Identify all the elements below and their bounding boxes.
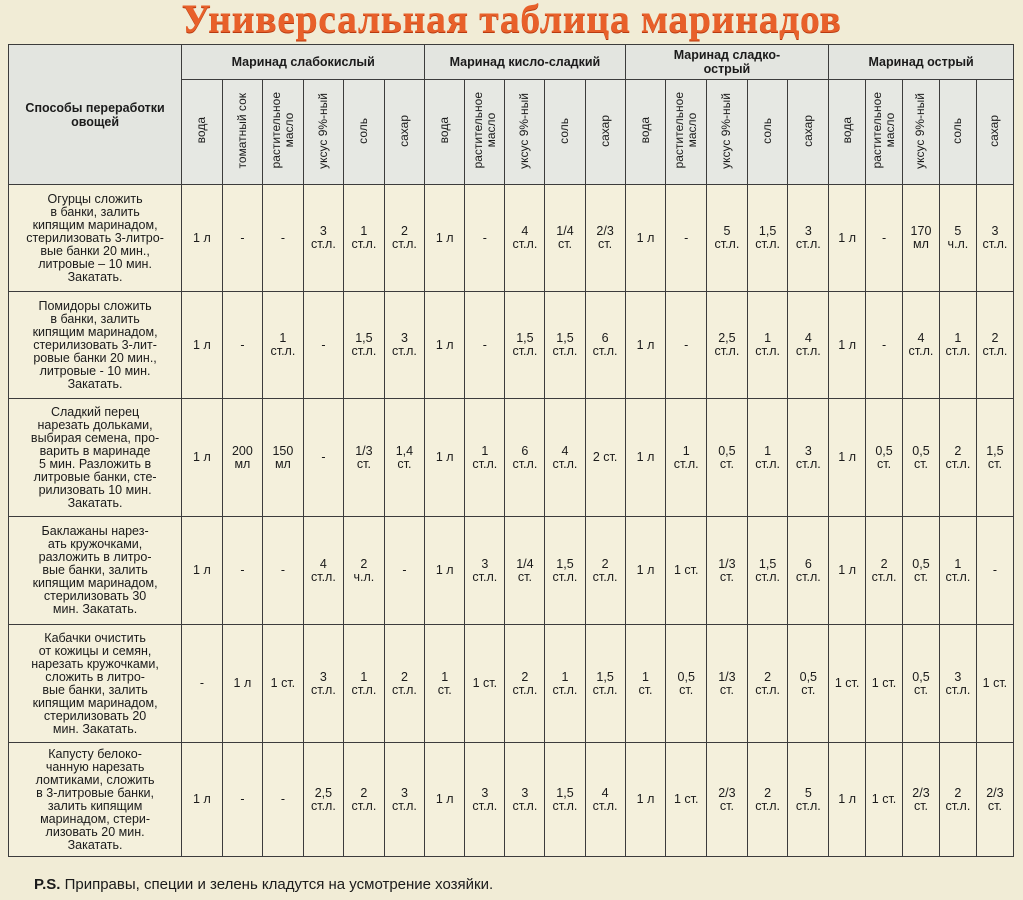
table-row — [9, 399, 1014, 517]
value-cell: 1/3 ст. — [707, 625, 748, 743]
value-cell: 3 ст.л. — [788, 185, 829, 292]
value-cell: 1 ст.л. — [747, 399, 788, 517]
value-cell: 4 ст.л. — [903, 292, 940, 399]
value-cell: - — [384, 517, 425, 625]
value-cell: 1 л — [625, 292, 666, 399]
value-cell: 3 ст.л. — [976, 185, 1013, 292]
ingredient-header-label: уксус 9%-ный — [913, 92, 928, 169]
value-cell: 2 ст.л. — [384, 185, 425, 292]
ingredient-header-label: растительное масло — [470, 92, 498, 169]
value-cell: 1 л — [182, 743, 223, 857]
ingredient-header — [585, 80, 625, 185]
methods-header: Способы переработки овощей — [9, 45, 182, 185]
value-cell: 2 ст.л. — [976, 292, 1013, 399]
ingredient-header — [505, 80, 545, 185]
ingredient-header-label: растительное масло — [672, 92, 700, 169]
value-cell: 2 ст.л. — [939, 399, 976, 517]
footnote-label: P.S. — [34, 876, 61, 893]
method-cell: Сладкий перец нарезать дольками, выбирая семена, про- варить в маринаде 5 мин. Разложить в литровые банки, сте- рилизовать 10 мин. Закатать. — [9, 399, 182, 517]
ingredient-header-label: уксус 9%-ный — [517, 92, 532, 169]
value-cell: 3 ст.л. — [788, 399, 829, 517]
footnote-text: Приправы, специи и зелень кладутся на усмотрение хозяйки. — [64, 876, 494, 893]
value-cell: 5 ст.л. — [788, 743, 829, 857]
ingredient-header-label: соль — [557, 117, 572, 144]
value-cell: 0,5 ст. — [707, 399, 748, 517]
ingredient-header-label: вода — [437, 117, 452, 144]
method-cell: Огурцы сложить в банки, залить кипящим маринадом, стерилизовать 3-литро- вые банки 20 мин., литровые – 10 мин. Закатать. — [9, 185, 182, 292]
value-cell: 2 ч.л. — [344, 517, 385, 625]
value-cell: 1,5 ст.л. — [505, 292, 545, 399]
group-header-spicy: Маринад острый — [829, 45, 1014, 80]
table-body — [9, 185, 1014, 857]
table-row — [9, 517, 1014, 625]
value-cell: 6 ст.л. — [505, 399, 545, 517]
ingredient-header — [707, 80, 748, 185]
value-cell: 1,5 ст.л. — [747, 517, 788, 625]
value-cell: 1 л — [425, 517, 465, 625]
value-cell: 1 л — [829, 185, 866, 292]
value-cell: 2,5 ст.л. — [707, 292, 748, 399]
value-cell: 0,5 ст. — [666, 625, 707, 743]
value-cell: 0,5 ст. — [903, 625, 940, 743]
ingredient-header — [939, 80, 976, 185]
ingredient-header — [384, 80, 425, 185]
value-cell: 1 ст.л. — [747, 292, 788, 399]
ingredient-header-label: сахар — [396, 114, 411, 147]
value-cell: - — [263, 185, 304, 292]
value-cell: 2 ст.л. — [866, 517, 903, 625]
value-cell: 1 л — [829, 399, 866, 517]
ingredient-header-label: растительное масло — [268, 92, 296, 169]
value-cell: 1 л — [222, 625, 263, 743]
ingredient-header — [829, 80, 866, 185]
table-row — [9, 625, 1014, 743]
value-cell: 1 л — [829, 292, 866, 399]
value-cell: 1 л — [182, 185, 223, 292]
ingredient-header — [903, 80, 940, 185]
value-cell: - — [222, 743, 263, 857]
value-cell: 1,5 ст.л. — [545, 743, 585, 857]
value-cell: 1 ст. — [263, 625, 304, 743]
value-cell: 2 ст.л. — [585, 517, 625, 625]
value-cell: 1 ст.л. — [666, 399, 707, 517]
value-cell: 1,5 ст.л. — [585, 625, 625, 743]
value-cell: 150 мл — [263, 399, 304, 517]
ingredient-header — [788, 80, 829, 185]
value-cell: 1 л — [625, 517, 666, 625]
value-cell: - — [666, 185, 707, 292]
value-cell: 3 ст.л. — [384, 292, 425, 399]
ingredient-header-label: уксус 9%-ный — [719, 92, 734, 169]
ingredient-header — [263, 80, 304, 185]
value-cell: 1 л — [425, 185, 465, 292]
ingredient-header — [666, 80, 707, 185]
table-row — [9, 743, 1014, 857]
value-cell: - — [465, 185, 505, 292]
ingredient-header — [545, 80, 585, 185]
value-cell: 3 ст.л. — [303, 625, 344, 743]
ingredient-header-label: сахар — [987, 114, 1002, 147]
value-cell: - — [182, 625, 223, 743]
ingredient-header — [222, 80, 263, 185]
value-cell: 1,5 ст.л. — [747, 185, 788, 292]
value-cell: 1 л — [182, 517, 223, 625]
value-cell: 2/3 ст. — [903, 743, 940, 857]
ingredient-header — [344, 80, 385, 185]
value-cell: 1 л — [182, 399, 223, 517]
value-cell: 2/3 ст. — [707, 743, 748, 857]
value-cell: 0,5 ст. — [903, 399, 940, 517]
value-cell: 2 ст.л. — [344, 743, 385, 857]
value-cell: 1 ст. — [666, 743, 707, 857]
value-cell: 1 ст.л. — [344, 625, 385, 743]
value-cell: 0,5 ст. — [866, 399, 903, 517]
group-header-sweet-spicy: Маринад сладко- острый — [625, 45, 829, 80]
value-cell: 200 мл — [222, 399, 263, 517]
value-cell: 1 л — [625, 399, 666, 517]
table-row — [9, 292, 1014, 399]
value-cell: - — [465, 292, 505, 399]
value-cell: 170 мл — [903, 185, 940, 292]
value-cell: 1/4 ст. — [545, 185, 585, 292]
ingredient-header-label: уксус 9%-ный — [315, 92, 330, 169]
value-cell: - — [222, 292, 263, 399]
table-row — [9, 185, 1014, 292]
value-cell: 3 ст.л. — [303, 185, 344, 292]
marinade-table — [8, 44, 1014, 857]
value-cell: 4 ст.л. — [585, 743, 625, 857]
ingredient-header — [866, 80, 903, 185]
value-cell: 1 ст. — [625, 625, 666, 743]
value-cell: 2 ст.л. — [505, 625, 545, 743]
ingredient-header-label: сахар — [597, 114, 612, 147]
method-cell: Помидоры сложить в банки, залить кипящим маринадом, стерилизовать 3-лит- ровые банки 20 мин., литровые - 10 мин. Закатать. — [9, 292, 182, 399]
value-cell: 2/3 ст. — [585, 185, 625, 292]
value-cell: 1 л — [625, 743, 666, 857]
value-cell: - — [976, 517, 1013, 625]
value-cell: 4 ст.л. — [788, 292, 829, 399]
value-cell: 1 ст. — [666, 517, 707, 625]
value-cell: 1 л — [829, 743, 866, 857]
value-cell: 6 ст.л. — [788, 517, 829, 625]
ingredient-header-label: томатный сок — [234, 92, 249, 169]
ingredient-header — [625, 80, 666, 185]
value-cell: 4 ст.л. — [505, 185, 545, 292]
value-cell: - — [303, 292, 344, 399]
ingredient-header-label: соль — [356, 117, 371, 144]
value-cell: 0,5 ст. — [788, 625, 829, 743]
footnote — [34, 876, 493, 893]
value-cell: 5 ст.л. — [707, 185, 748, 292]
value-cell: 1/4 ст. — [505, 517, 545, 625]
value-cell: 3 ст.л. — [505, 743, 545, 857]
ingredient-header — [303, 80, 344, 185]
value-cell: - — [666, 292, 707, 399]
value-cell: - — [263, 517, 304, 625]
value-cell: 1 л — [425, 292, 465, 399]
value-cell: 1 ст.л. — [263, 292, 304, 399]
method-cell: Капусту белоко- чанную нарезать ломтиками, сложить в 3-литровые банки, залить кипящим маринадом, стери- лизовать 20 мин. Закатать. — [9, 743, 182, 857]
value-cell: 1,5 ст.л. — [545, 517, 585, 625]
value-cell: 3 ст.л. — [939, 625, 976, 743]
value-cell: 1,4 ст. — [384, 399, 425, 517]
ingredient-header-label: вода — [194, 117, 209, 144]
value-cell: 1 л — [625, 185, 666, 292]
value-cell: 6 ст.л. — [585, 292, 625, 399]
value-cell: - — [866, 292, 903, 399]
value-cell: - — [263, 743, 304, 857]
page-title: Универсальная таблица маринадов — [181, 0, 842, 41]
value-cell: - — [866, 185, 903, 292]
value-cell: 2 ст.л. — [384, 625, 425, 743]
value-cell: 1/3 ст. — [707, 517, 748, 625]
value-cell: 2 ст.л. — [747, 625, 788, 743]
value-cell: 3 ст.л. — [465, 743, 505, 857]
value-cell: 2/3 ст. — [976, 743, 1013, 857]
value-cell: 1,5 ст.л. — [545, 292, 585, 399]
value-cell: 4 ст.л. — [303, 517, 344, 625]
value-cell: - — [303, 399, 344, 517]
value-cell: 1 л — [182, 292, 223, 399]
value-cell: - — [222, 517, 263, 625]
value-cell: 1 л — [425, 399, 465, 517]
value-cell: 1 ст. — [425, 625, 465, 743]
value-cell: 1,5 ст. — [976, 399, 1013, 517]
value-cell: 1 ст.л. — [545, 625, 585, 743]
group-header-weak-acid: Маринад слабокислый — [182, 45, 425, 80]
value-cell: 0,5 ст. — [903, 517, 940, 625]
ingredient-header-label: вода — [638, 117, 652, 144]
value-cell: 1 ст. — [465, 625, 505, 743]
value-cell: 2 ст. — [585, 399, 625, 517]
ingredient-header-label: растительное масло — [870, 92, 898, 169]
ingredient-header-label: сахар — [800, 114, 815, 147]
value-cell: 1 ст. — [866, 625, 903, 743]
value-cell: 1 ст. — [866, 743, 903, 857]
ingredient-header-label: соль — [950, 117, 965, 144]
value-cell: 4 ст.л. — [545, 399, 585, 517]
value-cell: 5 ч.л. — [939, 185, 976, 292]
ingredient-header-label: вода — [839, 117, 854, 144]
ingredient-header — [182, 80, 223, 185]
ingredient-header — [425, 80, 465, 185]
group-header-sour-sweet: Маринад кисло-сладкий — [425, 45, 625, 80]
value-cell: 2 ст.л. — [747, 743, 788, 857]
value-cell: 1 ст. — [829, 625, 866, 743]
ingredient-header-label: соль — [760, 117, 775, 144]
value-cell: 1/3 ст. — [344, 399, 385, 517]
value-cell: 3 ст.л. — [384, 743, 425, 857]
value-cell: 2 ст.л. — [939, 743, 976, 857]
value-cell: 1 л — [829, 517, 866, 625]
ingredient-header — [976, 80, 1013, 185]
value-cell: 1 ст.л. — [939, 292, 976, 399]
value-cell: 2,5 ст.л. — [303, 743, 344, 857]
value-cell: - — [222, 185, 263, 292]
value-cell: 1 ст. — [976, 625, 1013, 743]
ingredient-header — [465, 80, 505, 185]
ingredient-header — [747, 80, 788, 185]
value-cell: 1 ст.л. — [939, 517, 976, 625]
method-cell: Баклажаны нарез- ать кружочками, разложить в литро- вые банки, залить кипящим маринадом, стерилизовать 30 мин. Закатать. — [9, 517, 182, 625]
value-cell: 3 ст.л. — [465, 517, 505, 625]
value-cell: 1,5 ст.л. — [344, 292, 385, 399]
value-cell: 1 ст.л. — [344, 185, 385, 292]
value-cell: 1 л — [425, 743, 465, 857]
value-cell: 1 ст.л. — [465, 399, 505, 517]
method-cell: Кабачки очистить от кожицы и семян, нарезать кружочками, сложить в литро- вые банки, залить кипящим маринадом, стерилизовать 20 мин. Закатать. — [9, 625, 182, 743]
group-header-row — [9, 45, 1014, 80]
